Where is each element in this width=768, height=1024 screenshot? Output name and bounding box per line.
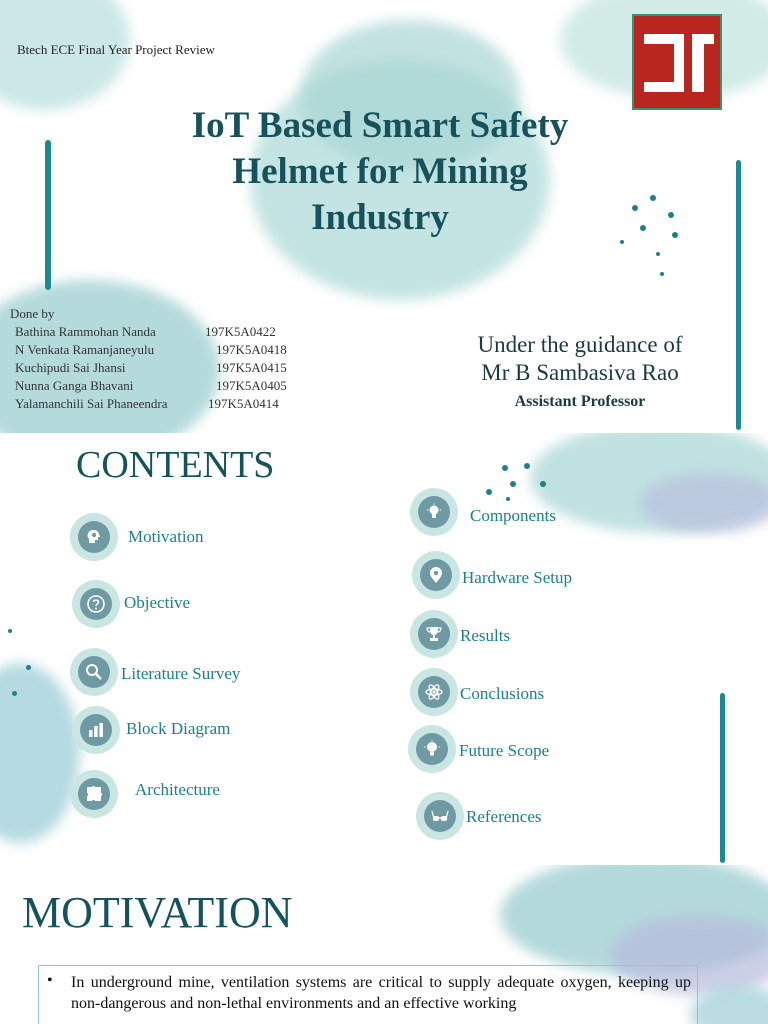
glasses-icon [416, 792, 464, 840]
contents-item-literature-survey[interactable]: Literature Survey [70, 648, 290, 696]
contents-item-conclusions[interactable]: Conclusions [410, 668, 610, 716]
atom-icon [410, 668, 458, 716]
dot [650, 195, 656, 201]
guidance-label: Under the guidance of [477, 332, 683, 357]
dot [632, 205, 638, 211]
brush-stroke [720, 693, 725, 863]
dot [672, 232, 678, 238]
dot [12, 691, 17, 696]
puzzle-icon [70, 770, 118, 818]
done-by-label: Done by [10, 306, 55, 321]
motivation-text-box [38, 965, 698, 1024]
brush-stroke [736, 160, 741, 430]
contents-item-architecture[interactable]: Architecture [70, 770, 270, 818]
contents-item-motivation[interactable]: Motivation [70, 513, 270, 561]
contents-item-results[interactable]: Results [410, 610, 610, 658]
location-pin-icon [412, 551, 460, 599]
motivation-title: MOTIVATION [22, 888, 293, 937]
trophy-icon [410, 610, 458, 658]
guide-name: Mr B Sambasiva Rao [481, 360, 679, 385]
dot [660, 272, 664, 276]
contents-item-components[interactable]: Components [410, 488, 610, 536]
contents-item-block-diagram[interactable]: Block Diagram [72, 706, 272, 754]
contents-item-references[interactable]: References [416, 792, 616, 840]
motivation-paragraph: In underground mine, ventilation systems are critical to supply adequate oxygen, keeping up non-dangerous and non-lethal environments and an effective working [71, 974, 691, 1012]
bar-chart-icon [72, 706, 120, 754]
guide-designation: Assistant Professor [514, 393, 646, 410]
contents-item-hardware-setup[interactable]: Hardware Setup [412, 551, 612, 599]
dot [8, 629, 12, 633]
dot [640, 225, 646, 231]
contents-title: CONTENTS [76, 444, 275, 486]
college-logo [632, 14, 722, 110]
review-header: Btech ECE Final Year Project Review [17, 42, 215, 57]
motivation-slide [0, 865, 768, 1024]
head-gear-icon [70, 513, 118, 561]
watercolor-blob [640, 473, 768, 533]
idea-bulb-icon [408, 725, 456, 773]
contents-slide [0, 433, 768, 865]
magnifier-icon [70, 648, 118, 696]
dot [656, 252, 660, 256]
dot [502, 465, 508, 471]
dot [620, 240, 624, 244]
watercolor-blob [0, 663, 80, 843]
contents-item-future-scope[interactable]: Future Scope [408, 725, 608, 773]
dot [524, 463, 530, 469]
dot [540, 481, 546, 487]
dot [26, 665, 31, 670]
dot [668, 212, 674, 218]
bullet: • [47, 972, 53, 989]
question-icon [72, 580, 120, 628]
lightbulb-icon [410, 488, 458, 536]
dot [510, 481, 516, 487]
title-slide: Btech ECE Final Year Project Review IoT Based Smart Safety Helmet for Mining Industry Done by Bathina Rammohan Nanda 197K5A0422 N Venkata Ramanjaneyulu 197K5A0418 Kuchipudi Sai Jhansi 197K5A0415 Nunna Ganga Bhavani 197K5A0405 Yalamanchili Sai Phaneendra 197K5A0414 Under the guidance of Mr B Sambasiva Rao Assistant Professor [0, 0, 768, 433]
project-title: IoT Based Smart Safety Helmet for Mining Industry [191, 105, 569, 238]
brush-stroke [45, 140, 51, 290]
contents-item-objective[interactable]: Objective [72, 580, 272, 628]
